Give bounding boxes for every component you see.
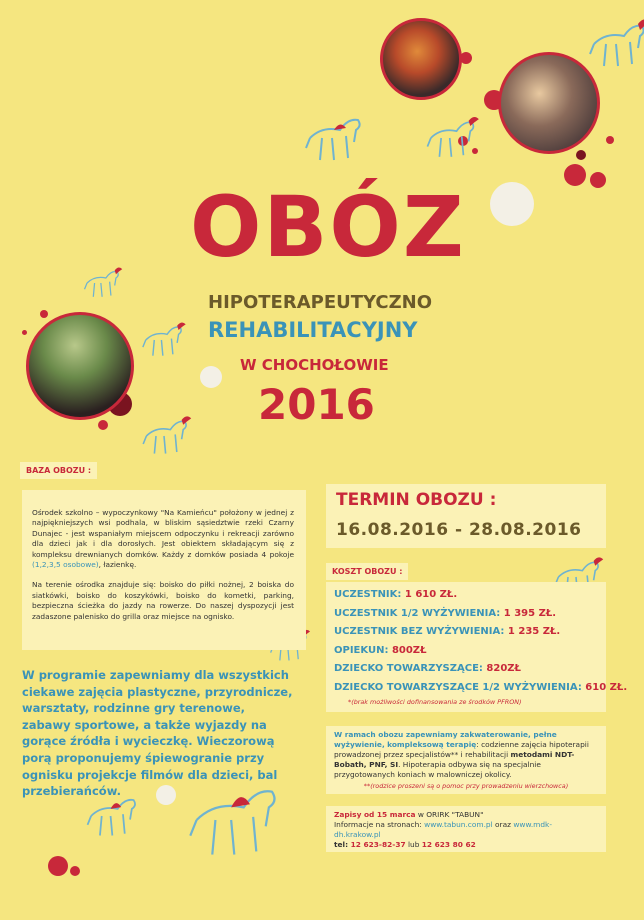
termin-label: TERMIN OBOZU :: [336, 490, 497, 510]
decor-dot: [564, 164, 586, 186]
cost-label: DZIECKO TOWARZYSZĄCE:: [334, 663, 483, 675]
base-description: [32, 508, 294, 570]
base-facilities: Na terenie ośrodka znajduje się: boisko do piłki nożnej, 2 boiska do siatkówki, boisko do koszykówki, boisko do kometki, parking, bezpieczna ścieżka do jazdy na rowerze. Do naszej dyspozycji jest zadaszone palenisko do grilla oraz miejsce na ognisko.: [32, 580, 294, 621]
decor-dot: [590, 172, 606, 188]
base-section-panel: [22, 490, 306, 650]
cost-row: [334, 586, 598, 605]
decor-dot: [22, 330, 27, 335]
cost-row: [334, 623, 598, 642]
cost-value: 1 395 ZŁ.: [503, 607, 557, 619]
included-panel: [326, 726, 606, 794]
signup-place: w ORIRK "TABUN": [415, 810, 484, 819]
cost-label: UCZESTNIK 1/2 WYŻYWIENIA:: [334, 607, 501, 619]
cost-row: [334, 605, 598, 624]
included-note: **(rodzice proszeni są o pomoc przy prowadzeniu wierzchowca): [363, 782, 569, 790]
horse-icon: [424, 112, 484, 164]
site-link-mdk[interactable]: www.mdk-dh.krakow.pl: [334, 820, 553, 839]
base-paragraph-1: Ośrodek szkolno – wypoczynkowy "Na Kamieńcu" położony w jednej z najpiękniejszych wsi podhala, w bliskim sąsiedztwie rzeki Czarny Dunajec - jest wspaniałym miejscem odpoczynku i rekreacji zarówno dla dzieci jak i dla dorosłych. Jest obiektem składającym się z kompleksu drewnianych domków. Każdy z domków posiada 4 pokoje: [32, 508, 294, 559]
decor-dot: [70, 866, 80, 876]
decor-dot: [490, 182, 534, 226]
info-or: oraz: [492, 820, 514, 829]
cost-row: [334, 642, 598, 661]
subtitle-hipoterapeutyczno: HIPOTERAPEUTYCZNO: [208, 292, 433, 313]
horse-icon: [140, 412, 196, 460]
cost-label: UCZESTNIK BEZ WYŻYWIENIA:: [334, 626, 505, 638]
horse-icon: [586, 14, 644, 74]
therapy-methods: metodami NDT- Bobath, PNF, SI: [334, 750, 575, 769]
program-description: W programie zapewniamy dla wszystkich ciekawe zajęcia plastyczne, przyrodnicze, warsztaty, rodzinne gry terenowe, zabawy sportowe, a także wyjazdy na gorące źródła i wycieczkę. Wieczorową porą proponujemy śpiewogranie przy ognisku projekcje filmów dla dzieci, bal przebierańców.: [22, 668, 293, 799]
decor-dot: [200, 366, 222, 388]
subtitle-rehabilitacyjny: REHABILITACYJNY: [208, 318, 418, 342]
base-paragraph-1-end: , łazienkę.: [98, 560, 137, 570]
horse-icon: [82, 264, 126, 302]
phone-line: [334, 840, 598, 850]
cost-label: UCZESTNIK:: [334, 589, 402, 600]
cost-value: 820ZŁ: [486, 663, 521, 675]
decor-dot: [48, 856, 68, 876]
cost-label: DZIECKO TOWARZYSZĄCE 1/2 WYŻYWIENIA:: [334, 681, 582, 693]
cost-label: OPIEKUN:: [334, 644, 389, 656]
cost-panel: [326, 582, 628, 712]
cost-section-label: KOSZT OBOZU :: [326, 563, 408, 580]
signup-line: [334, 810, 598, 820]
therapy-text: : codzienne zajęcia hipoterapii prowadzonej przez specjalistów** i rehabilitacji: [334, 740, 589, 759]
cost-value: 610 ZŁ.: [585, 681, 628, 693]
included-text: [334, 730, 598, 780]
photo-child-clown: [380, 18, 462, 100]
tel-prefix: tel:: [334, 840, 351, 849]
horse-icon: [302, 108, 372, 168]
decor-dot: [40, 310, 48, 318]
phone-2: 12 623 80 62: [421, 840, 476, 849]
location-label: W CHOCHOŁOWIE: [240, 356, 389, 374]
therapy-label: kompleksową terapię: [387, 740, 477, 749]
decor-dot: [606, 136, 614, 144]
base-section-label: BAZA OBOZU :: [20, 462, 97, 479]
info-line: [334, 820, 598, 840]
photo-child-horse: [26, 312, 134, 420]
decor-dot: [576, 150, 586, 160]
cost-value: 1 610 ZŁ.: [404, 589, 458, 600]
rooms-info: (1,2,3,5 osobowe): [32, 560, 99, 570]
signup-date: Zapisy od 15 marca: [334, 810, 416, 819]
included-intro: W ramach obozu zapewniamy zakwaterowanie, pełne wyżywienie,: [334, 730, 557, 749]
year-label: 2016: [258, 380, 375, 429]
tel-or: lub: [405, 840, 422, 849]
decor-dot: [98, 420, 108, 430]
photo-child-parent: [498, 52, 600, 154]
cost-note: *(brak możliwości dofinansowania ze środków PFRON): [348, 697, 522, 706]
cost-row: [334, 660, 598, 679]
phone-1: 12 623-82-37: [350, 840, 406, 849]
horse-icon: [140, 318, 190, 362]
cost-list: [334, 586, 628, 698]
cost-row: [334, 679, 628, 698]
cost-value: 800ZŁ: [391, 644, 427, 656]
site-link-tabun[interactable]: www.tabun.com.pl: [424, 820, 493, 829]
included-rest: . Hipoterapia odbywa się na specjalnie przygotowanych koniach w malowniczej okolicy.: [334, 760, 541, 779]
termin-panel: [326, 484, 606, 548]
termin-dates: 16.08.2016 - 28.08.2016: [336, 520, 582, 540]
info-prefix: Informacje na stronach:: [334, 820, 425, 829]
page-title: OBÓZ: [190, 178, 466, 276]
contact-panel: [326, 806, 606, 852]
cost-value: 1 235 ZŁ.: [507, 626, 561, 638]
